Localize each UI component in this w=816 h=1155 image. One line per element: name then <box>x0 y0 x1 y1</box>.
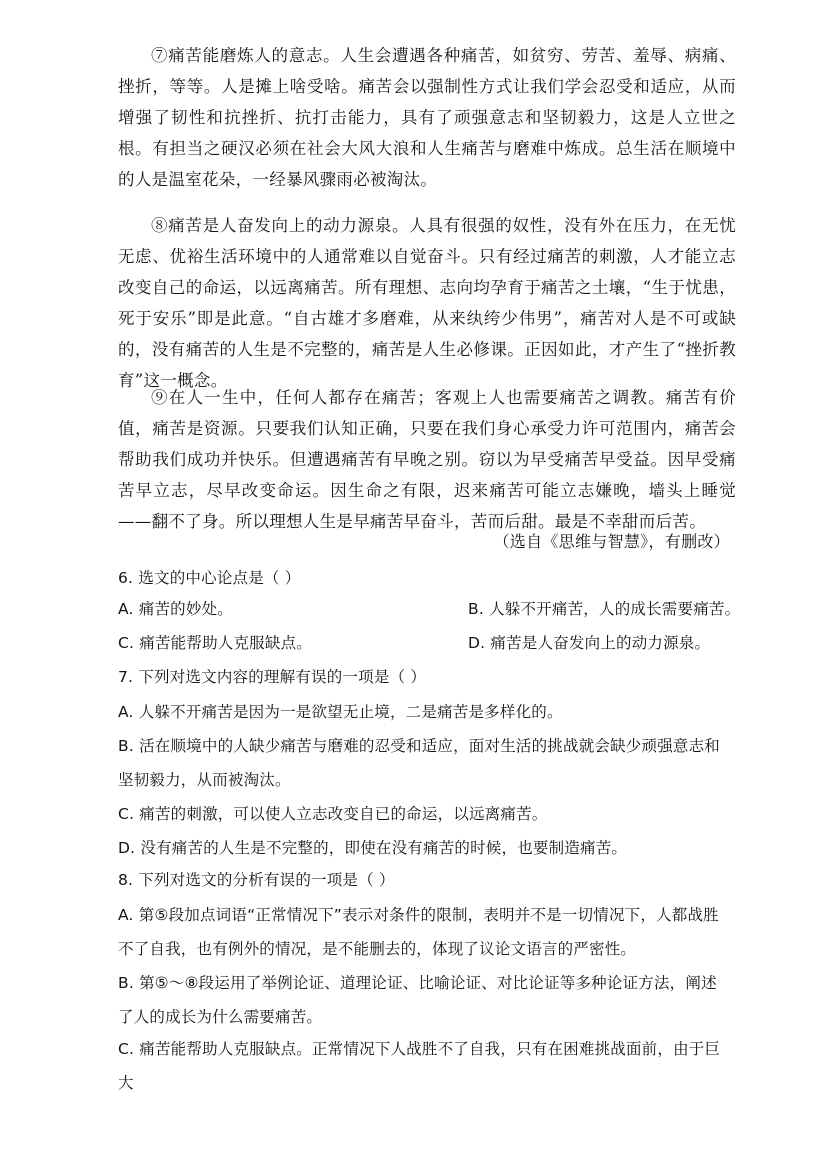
question-6-option-a: A. 痛苦的妙处。 <box>118 600 233 618</box>
paragraph-7: ⑦痛苦能磨炼人的意志。人生会遭遇各种痛苦，如贫穷、劳苦、羞辱、病痛、挫折，等等。人是摊上啥受啥。痛苦会以强制性方式让我们学会忍受和适应，从而增强了韧性和抗挫折、抗打击能力，具有了顽强意志和坚韧毅力，这是人立世之根。有担当之硬汉必须在社会大风大浪和人生痛苦与磨难中炼成。总生活在顺境中的人是温室花朵，一经暴风骤雨必被淘汰。 <box>118 46 736 189</box>
question-8-stem: 8. 下列对选文的分析有误的一项是（ ） <box>118 871 395 889</box>
question-6-option-c: C. 痛苦能帮助人克服缺点。 <box>118 634 312 652</box>
paragraph-9: ⑨在人一生中，任何人都存在痛苦；客观上人也需要痛苦之调教。痛苦有价值，痛苦是资源。只要我们认知正确，只要在我们身心承受力许可范围内，痛苦会帮助我们成功并快乐。但遭遇痛苦有早晚之别。窃以为早受痛苦早受益。因早受痛苦早立志，尽早改变命运。因生命之有限，迟来痛苦可能立志嫌晚，墙头上睡觉——翻不了身。所以理想人生是早痛苦早奋斗，苦而后甜。最是不幸甜而后苦。 <box>118 388 736 531</box>
question-8-option-b: B. 第⑤～⑧段运用了举例论证、道理论证、比喻论证、对比论证等多种论证方法，阐述了人的成长为什么需要痛苦。 <box>118 974 717 1026</box>
paragraph-8: ⑧痛苦是人奋发向上的动力源泉。人具有很强的奴性，没有外在压力，在无忧无虑、优裕生活环境中的人通常难以自觉奋斗。只有经过痛苦的刺激，人才能立志改变自己的命运，以远离痛苦。所有理想、志向均孕育于痛苦之土壤，“生于忧患，死于安乐”即是此意。“自古雄才多磨难，从来纨绔少伟男”，痛苦对人是不可或缺的，没有痛苦的人生是不完整的，痛苦是人生必修课。正因如此，才产生了“挫折教育”这一概念。 <box>118 216 736 390</box>
question-6-option-b: B. 人躲不开痛苦，人的成长需要痛苦。 <box>468 600 741 618</box>
question-7-option-d: D. 没有痛苦的人生是不完整的，即使在没有痛苦的时候，也要制造痛苦。 <box>118 839 628 857</box>
question-8-option-c: C. 痛苦能帮助人克服缺点。正常情况下人战胜不了自我，只有在困难挑战面前，由于巨大 <box>118 1040 721 1092</box>
question-7-option-a: A. 人躲不开痛苦是因为一是欲望无止境，二是痛苦是多样化的。 <box>118 703 563 721</box>
question-6-stem: 6. 选文的中心论点是（ ） <box>118 569 301 587</box>
question-6-option-d: D. 痛苦是人奋发向上的动力源泉。 <box>468 634 711 652</box>
question-7-option-c: C. 痛苦的刺激，可以使人立志改变自已的命运，以远离痛苦。 <box>118 805 548 823</box>
source-note: （选自《思维与智慧》，有删改） <box>493 532 730 551</box>
question-7-stem: 7. 下列对选文内容的理解有误的一项是（ ） <box>118 668 427 686</box>
question-7-option-b: B. 活在顺境中的人缺少痛苦与磨难的忍受和适应，面对生活的挑战就会缺少顽强意志和坚韧毅力，从而被淘汰。 <box>118 737 720 789</box>
question-8-option-a: A. 第⑤段加点词语“正常情况下”表示对条件的限制，表明并不是一切情况下，人都战胜不了自我，也有例外的情况，是不能删去的，体现了议论文语言的严密性。 <box>118 906 719 958</box>
